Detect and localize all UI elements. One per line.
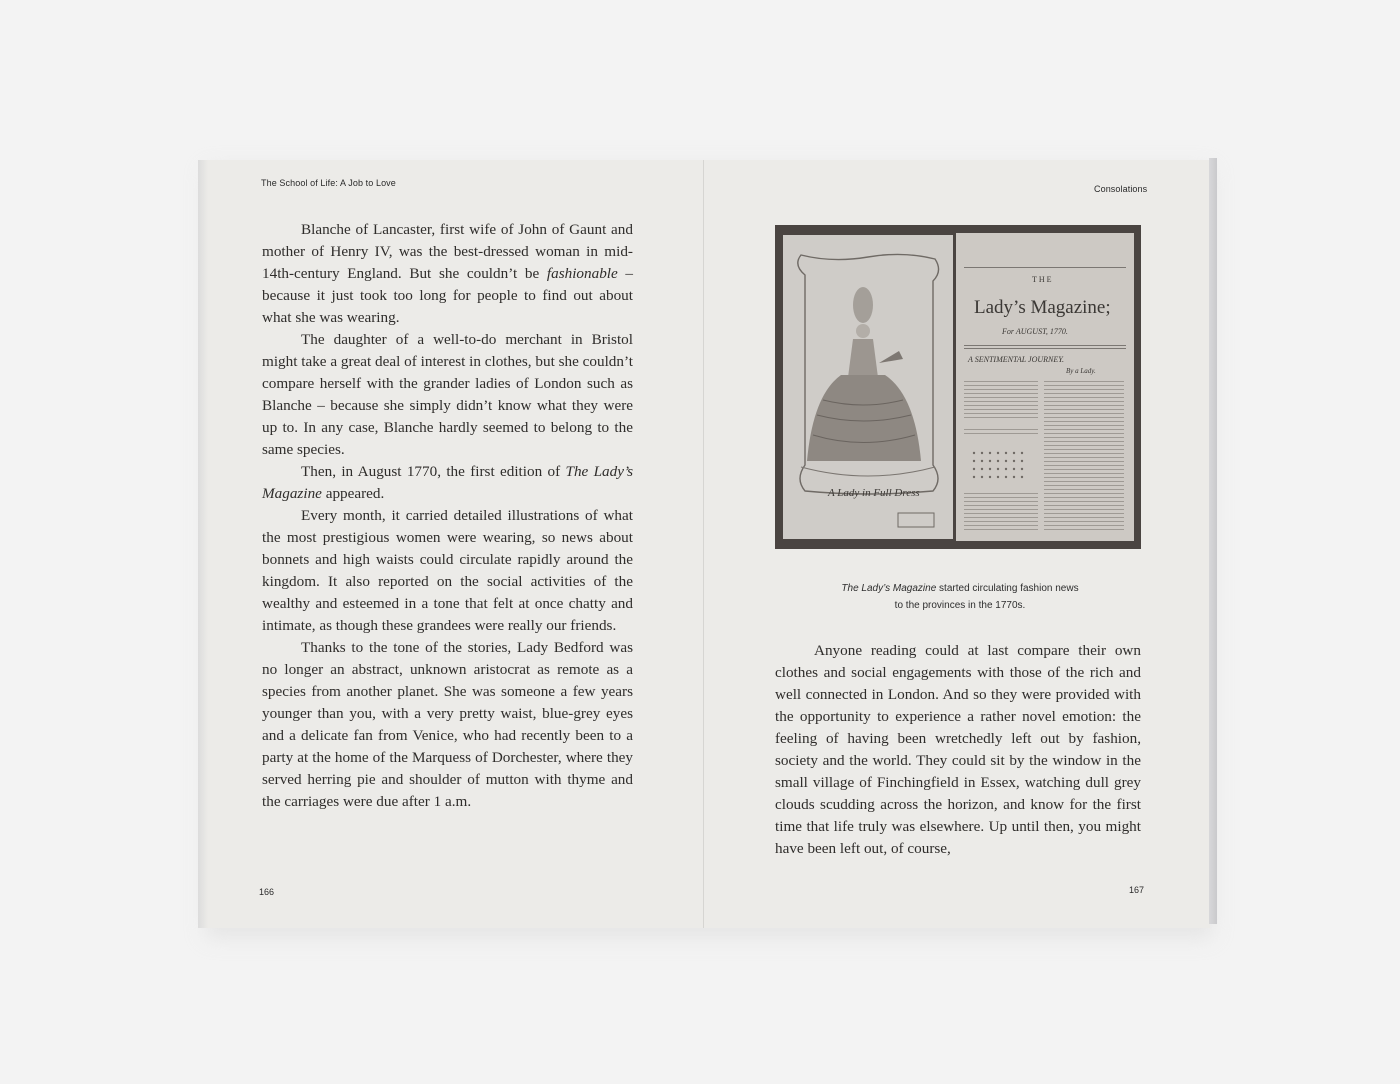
left-folio: 166 — [259, 887, 275, 897]
magazine-heading: A SENTIMENTAL JOURNEY. — [968, 355, 1064, 364]
plate-caption: A Lady in Full Dress — [828, 487, 920, 499]
magazine-title: Lady’s Magazine; — [974, 297, 1111, 318]
right-running-head: Consolations — [1094, 184, 1148, 194]
magazine-the: THE — [1032, 275, 1054, 284]
left-body-text — [262, 219, 633, 813]
figure-caption — [775, 580, 1145, 614]
caption-line-2: to the provinces in the 1770s. — [894, 600, 1026, 611]
left-page-edge — [198, 160, 208, 928]
magazine-cover — [956, 233, 1134, 541]
magazine-photo — [775, 225, 1141, 549]
right-folio: 167 — [1129, 885, 1145, 895]
magazine-byline: By a Lady. — [1066, 367, 1096, 375]
paragraph-2: The daughter of a well-to-do merchant in Bristol might take a great deal of interest in clothes, but she couldn’t compare herself with the grander ladies of London such as Blanche – because she simply didn’t know what they were up to. In any case, Blanche hardly seemed to belong to the same species. — [262, 331, 633, 458]
caption-line-1: The Lady’s Magazine started circulating fashion news — [841, 583, 1079, 594]
paragraph-3: Then, in August 1770, the first edition of The Lady’s Magazine appeared. — [262, 463, 633, 502]
left-running-head: The School of Life: A Job to Love — [261, 178, 396, 188]
paragraph-4: Every month, it carried detailed illustrations of what the most prestigious women were wearing, so news about bonnets and high waists could circulate rapidly around the kingdom. It also reported on the social activities of the wealthy and esteemed in a tone that felt at once chatty and intimate, as though these grandees were really our friends. — [262, 507, 633, 634]
right-page-edge — [1209, 158, 1217, 924]
right-body-text — [775, 640, 1141, 860]
fashion-plate — [783, 235, 953, 539]
paragraph-5: Thanks to the tone of the stories, Lady Bedford was no longer an abstract, unknown aristocrat as remote as a species from another planet. She was someone a few years younger than you, with a very pretty waist, blue-grey eyes and a delicate fan from Venice, who had recently been to a party at the home of the Marquess of Dorchester, where they served herring pie and shoulder of mutton with thyme and the carriages were due after 1 a.m. — [262, 639, 633, 810]
magazine-issue: For AUGUST, 1770. — [1002, 327, 1068, 336]
right-paragraph: Anyone reading could at last compare their own clothes and social engagements with those of the rich and well connected in London. And so they were provided with the opportunity to experience a rather novel emotion: the feeling of having been wretchedly left out by fashion, society and the world. They could sit by the window in the small village of Finchingfield in Essex, watching dull grey clouds scudding across the horizon, and know for the first time that life truly was elsewhere. Up until then, you might have been left out, of course, — [775, 642, 1141, 857]
dot-grid — [970, 449, 1030, 485]
paragraph-1: Blanche of Lancaster, first wife of John of Gaunt and mother of Henry IV, was the best-dressed woman in mid-14th-century England. But she couldn’t be fashionable – because it just took too long for people to find out about what she was wearing. — [262, 221, 634, 326]
